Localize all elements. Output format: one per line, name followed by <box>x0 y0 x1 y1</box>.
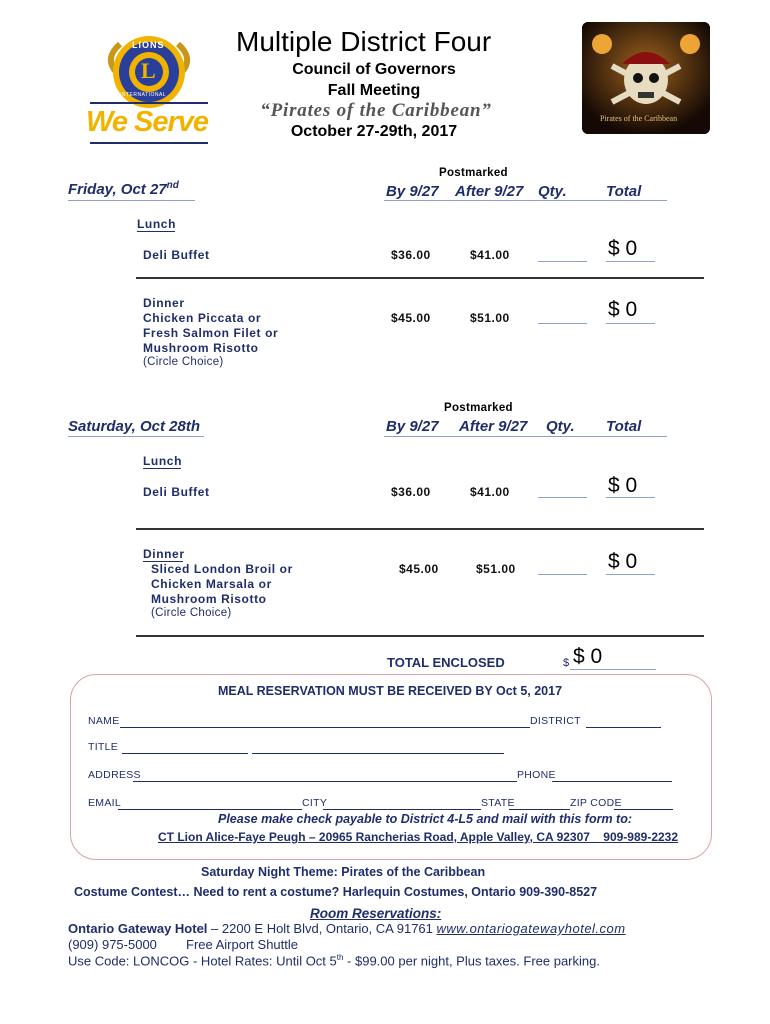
friday-day-heading: Friday, Oct 27nd <box>68 180 179 198</box>
city-field[interactable] <box>323 809 481 810</box>
saturday-dinner-price-after: $51.00 <box>476 562 516 576</box>
saturday-dinner-option-3: Mushroom Risotto <box>151 592 267 606</box>
poster-caption: Pirates of the Caribbean <box>600 114 678 123</box>
friday-dinner-option-3: Mushroom Risotto <box>143 341 259 355</box>
district-label: DISTRICT <box>530 715 581 727</box>
saturday-night-theme: Saturday Night Theme: Pirates of the Caribbean <box>201 865 486 879</box>
email-label: EMAIL <box>88 797 122 809</box>
friday-lunch-item: Deli Buffet <box>143 248 210 262</box>
zip-label: ZIP CODE <box>570 797 622 809</box>
hotel-website-link[interactable]: www.ontariogatewayhotel.com <box>436 921 626 936</box>
saturday-dinner-qty-field[interactable] <box>538 574 587 575</box>
friday-lunch-price-after: $41.00 <box>470 248 510 262</box>
saturday-lunch-total: $ 0 <box>608 474 638 497</box>
friday-dinner-qty-field[interactable] <box>538 323 587 324</box>
room-reservations-heading: Room Reservations: <box>310 906 442 921</box>
phone-field[interactable] <box>552 781 672 782</box>
name-field[interactable] <box>120 727 530 728</box>
friday-lunch-price-by: $36.00 <box>391 248 431 262</box>
saturday-col-total: Total <box>606 418 642 435</box>
header-theme: “Pirates of the Caribbean” <box>260 100 492 121</box>
friday-lunch-qty-field[interactable] <box>538 261 587 262</box>
event-dates: October 27-29th, 2017 <box>290 123 458 140</box>
logo-letter: L <box>141 58 156 83</box>
phone-label: PHONE <box>517 769 556 781</box>
hotel-code-line: Use Code: LONCOG - Hotel Rates: Until Oct 5th - $99.00 per night, Plus taxes. Free parking. <box>68 953 600 969</box>
friday-col-qty: Qty. <box>538 183 567 200</box>
friday-dinner-price-by: $45.00 <box>391 311 431 325</box>
title-field-2[interactable] <box>252 753 504 754</box>
page-title: Multiple District Four <box>236 26 492 57</box>
saturday-lunch-qty-field[interactable] <box>538 497 587 498</box>
hotel-line <box>68 921 626 936</box>
logo-top-text: LIONS <box>132 40 165 50</box>
mail-address: CT Lion Alice-Faye Peugh – 20965 Rancherias Road, Apple Valley, CA 92307 909-989-2232 <box>158 830 679 844</box>
friday-dinner-note: (Circle Choice) <box>143 356 224 368</box>
address-field[interactable] <box>133 781 517 782</box>
saturday-day-heading: Saturday, Oct 28th <box>68 418 200 435</box>
hotel-phone: (909) 975-5000 <box>68 937 157 952</box>
saturday-col-qty: Qty. <box>546 418 575 435</box>
state-label: STATE <box>481 797 515 809</box>
friday-dinner-price-after: $51.00 <box>470 311 510 325</box>
friday-postmarked-label: Postmarked <box>439 167 508 179</box>
saturday-dinner-total: $ 0 <box>608 550 638 573</box>
friday-col-by: By 9/27 <box>386 183 439 200</box>
logo-ring-text: INTERNATIONAL <box>120 92 167 98</box>
total-enclosed-label: TOTAL ENCLOSED <box>387 655 505 670</box>
costume-contest: Costume Contest… Need to rent a costume? Harlequin Costumes, Ontario 909-390-8527 <box>74 885 598 899</box>
saturday-dinner-price-by: $45.00 <box>399 562 439 576</box>
saturday-lunch-label: Lunch <box>143 454 182 468</box>
friday-lunch-total: $ 0 <box>608 237 638 260</box>
saturday-col-by: By 9/27 <box>386 418 439 435</box>
header-subtitle-1: Council of Governors <box>292 61 456 78</box>
saturday-lunch-price-after: $41.00 <box>470 485 510 499</box>
friday-lunch-label: Lunch <box>137 217 176 231</box>
friday-dinner-total: $ 0 <box>608 298 638 321</box>
friday-dinner-label: Dinner <box>143 296 185 310</box>
total-enclosed-amount: $ 0 <box>573 645 603 668</box>
total-enclosed-currency: $ <box>563 657 570 669</box>
address-label: ADDRESS <box>88 769 141 781</box>
saturday-dinner-label: Dinner <box>143 547 185 561</box>
hotel-address: – 2200 E Holt Blvd, Ontario, CA 91761 <box>207 921 437 936</box>
friday-col-after: After 9/27 <box>455 183 524 200</box>
district-field[interactable] <box>586 727 661 728</box>
hotel-name: Ontario Gateway Hotel <box>68 921 208 936</box>
email-field[interactable] <box>118 809 302 810</box>
pirates-poster <box>582 22 710 134</box>
saturday-lunch-item: Deli Buffet <box>143 485 210 499</box>
friday-dinner-option-2: Fresh Salmon Filet or <box>143 326 279 340</box>
zip-field[interactable] <box>614 809 673 810</box>
title-label: TITLE <box>88 741 119 753</box>
header-subtitle-2: Fall Meeting <box>327 82 421 99</box>
we-serve-text: We Serve <box>86 106 209 138</box>
saturday-lunch-price-by: $36.00 <box>391 485 431 499</box>
friday-dinner-option-1: Chicken Piccata or <box>143 311 262 325</box>
reservation-deadline: MEAL RESERVATION MUST BE RECEIVED BY Oct 5, 2017 <box>217 684 563 698</box>
name-label: NAME <box>88 715 120 727</box>
saturday-col-after: After 9/27 <box>459 418 528 435</box>
title-field[interactable] <box>122 753 248 754</box>
airport-shuttle: Free Airport Shuttle <box>186 937 298 952</box>
friday-col-total: Total <box>606 183 642 200</box>
state-field[interactable] <box>509 809 570 810</box>
city-label: CITY <box>302 797 328 809</box>
saturday-dinner-option-2: Chicken Marsala or <box>151 577 272 591</box>
saturday-dinner-option-1: Sliced London Broil or <box>151 562 293 576</box>
saturday-postmarked-label: Postmarked <box>444 402 513 414</box>
saturday-dinner-note: (Circle Choice) <box>151 607 232 619</box>
mail-instructions: Please make check payable to District 4-L5 and mail with this form to: <box>218 812 633 826</box>
